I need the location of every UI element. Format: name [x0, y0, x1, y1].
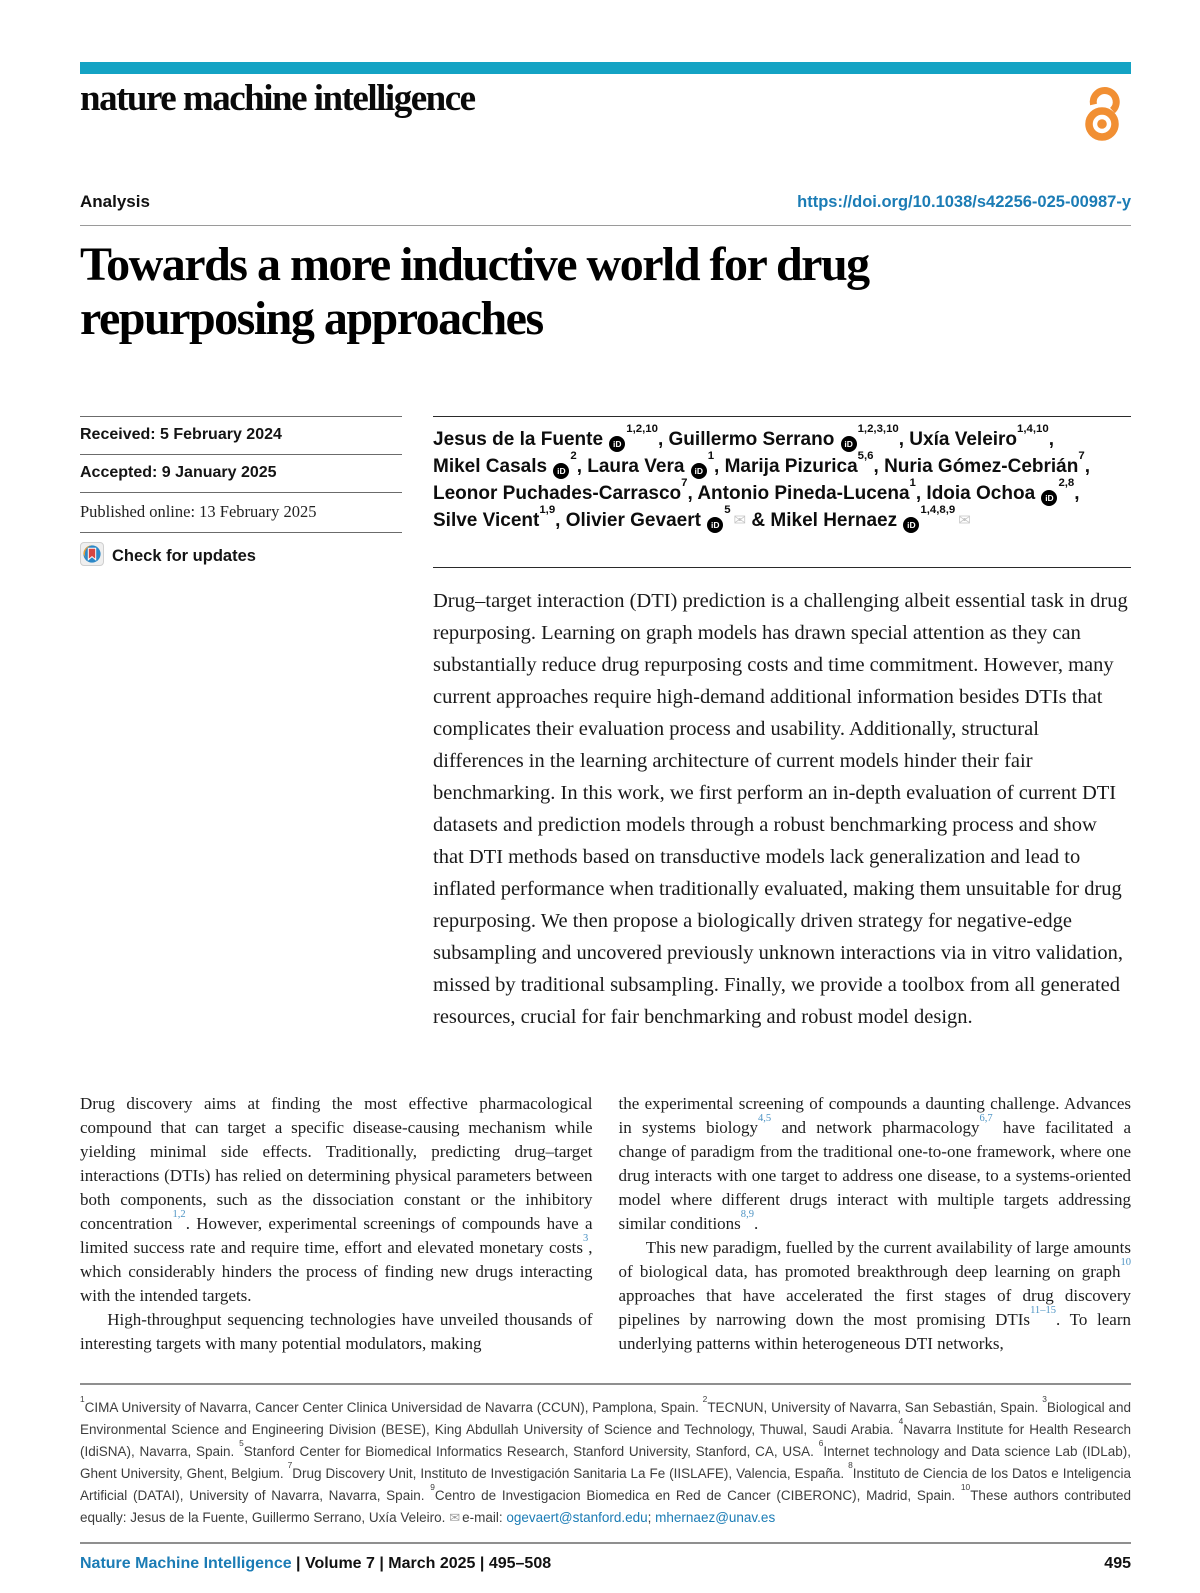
superscript: 9 [430, 1481, 435, 1492]
superscript: 1,2,3,10 [857, 423, 899, 436]
page-footer [80, 1542, 1131, 1573]
open-access-icon [1079, 83, 1125, 146]
body-paragraph: This new paradigm, fuelled by the current availability of large amounts of biological data, has promoted breakthrough deep learning on graph$^{10}$ approaches that have accelerated the first stages of drug discovery pipelines by narrowing down the most promising DTIs$^{11-15}$. To learn underlying patterns within heterogeneous DTI networks, [618, 1237, 1131, 1353]
email-link[interactable]: ogevaert@stanford.edu [506, 1509, 648, 1525]
email-link[interactable]: mhernaez@unav.es [655, 1509, 776, 1525]
article-meta-row [80, 192, 1131, 226]
journal-header [80, 79, 1131, 146]
footer-left [80, 1555, 551, 1573]
envelope-icon: ✉ [958, 511, 971, 529]
orcid-icon[interactable]: iD [707, 517, 723, 533]
superscript: 1 [909, 477, 916, 490]
reference-superscript[interactable]: 4,5 [758, 1112, 772, 1124]
superscript: 2,8 [1058, 477, 1075, 490]
footer-page-number: 495 [1104, 1554, 1131, 1572]
footer-issue-info: | Volume 7 | March 2025 | 495–508 [291, 1554, 552, 1572]
affiliations-footnotes: $^1$CIMA University of Navarra, Cancer Center Clinica Universidad de Navarra (CCUN), Pamplona, Spain. $^2$TECNUN, University of Navarra, San Sebastián, Spain. $^3$Biological and Environmental Science and Engineering Division (BESE), King Abdullah University of Science and Technology, Thuwal, Saudi Arabia. $^4$Navarra Institute for Health Research (IdiSNA), Navarra, Spain. $^5$Stanford Center for Biomedical Informatics Research, Stanford University, Stanford, CA, USA. $^6$Internet technology and Data science Lab (IDLab), Ghent University, Ghent, Belgium. $^7$Drug Discovery Unit, Instituto de Investigación Sanitaria La Fe (IISLAFE), Valencia, España. $^8$Instituto de Ciencia de los Datos e Inteligencia Artificial (DATAI), University of Navarra, Navarra, Spain. $^9$Centro de Investigacion Biomedica en Red de Cancer (CIBERONC), Madrid, Spain. $^{10}$These authors contributed equally: Jesus de la Fuente, Guillermo Serrano, Uxía Veleiro. ✉ e-mail: ogevaert@stanford.edu; mhernaez@unav.es [80, 1383, 1131, 1529]
reference-superscript[interactable]: 10 [1120, 1256, 1131, 1268]
superscript: 5,6 [857, 450, 874, 463]
superscript: 6 [818, 1437, 824, 1448]
received-date: Received: 5 February 2024 [80, 416, 402, 454]
check-for-updates-label: Check for updates [112, 546, 256, 565]
superscript: 2 [570, 450, 577, 463]
envelope-icon: ✉ [733, 511, 747, 529]
superscript: 3 [1042, 1393, 1047, 1404]
journal-name: nature machine intelligence [80, 78, 475, 119]
article-type-label: Analysis [80, 192, 150, 211]
article-title: Towards a more inductive world for drug repurposing approaches [80, 238, 869, 345]
footer-journal-link[interactable]: Nature Machine Intelligence [80, 1554, 292, 1572]
reference-superscript[interactable]: 6,7 [979, 1112, 993, 1124]
meta-author-columns [80, 416, 1131, 1033]
superscript: 7 [681, 477, 688, 490]
author-line: Silve Vicent$^{1,9}$, Olivier Gevaert $iD^5✉$ & Mikel Hernaez iD$^{1,4,8,9}$✉ [433, 507, 1131, 534]
body-right-column [619, 1092, 1132, 1356]
superscript: 5 [724, 504, 731, 517]
body-paragraph: the experimental screening of compounds a daunting challenge. Advances in systems biology$^{4,5}$ and network pharmacology$^{6,7}$ have facilitated a change of paradigm from the traditional one-to-one framework, where one drug interacts with one target to address one disease, to a systems-oriented model where different drugs interact with multiple targets addressing similar conditions$^{8,9}$. [618, 1093, 1131, 1233]
author-line: Mikel Casals $iD^2$, Laura Vera $iD^1$, Marija Pizurica$^{5,6}$, Nuria Gómez-Cebrián$^7$, [433, 453, 1131, 480]
superscript: 1,9 [539, 504, 556, 517]
check-for-updates[interactable] [80, 532, 402, 571]
orcid-icon[interactable]: iD [691, 463, 707, 479]
author-list [433, 423, 1131, 534]
author-line: Leonor Puchades-Carrasco$^7$, Antonio Pineda-Lucena$^1$, Idoia Ochoa iD$^{2,8}$, [433, 480, 1131, 507]
published-date: Published online: 13 February 2025 [80, 492, 402, 532]
orcid-icon[interactable]: iD [1041, 490, 1057, 506]
body-text [80, 1092, 1131, 1356]
superscript: 5 [239, 1437, 244, 1448]
dates-column [80, 416, 402, 1033]
superscript: 1 [707, 450, 715, 463]
orcid-icon[interactable]: iD [841, 436, 857, 452]
reference-superscript[interactable]: 1,2 [172, 1208, 186, 1220]
orcid-icon[interactable]: iD [903, 517, 919, 533]
superscript: 4 [898, 1415, 904, 1426]
accepted-date: Accepted: 9 January 2025 [80, 454, 402, 492]
journal-brand-bar [80, 62, 1131, 74]
body-paragraph: Drug discovery aims at finding the most effective pharmacological compound that can target a specific disease-causing mechanism while yielding minimal side effects. Traditionally, predicting drug–target interactions (DTIs) has relied on determining physical parameters between both components, such as the dissociation constant or the inhibitory concentration$^{1,2}$. However, experimental screenings of compounds have a limited success rate and require time, effort and elevated monetary costs$^3$, which considerably hinders the process of finding new drugs interacting with the intended targets. [80, 1093, 593, 1305]
superscript: 1,2,10 [626, 423, 658, 436]
reference-superscript[interactable]: 3 [582, 1232, 589, 1244]
author-block [433, 416, 1131, 1033]
doi-link[interactable]: https://doi.org/10.1038/s42256-025-00987-y [797, 193, 1131, 211]
superscript: 10 [960, 1481, 971, 1492]
crossmark-icon [80, 542, 104, 571]
orcid-icon[interactable]: iD [553, 463, 569, 479]
orcid-icon[interactable]: iD [609, 436, 625, 452]
abstract: Drug–target interaction (DTI) prediction is a challenging albeit essential task in drug repurposing. Learning on graph models has drawn special attention as they can substantially reduce drug repurposing costs and time commitment. However, many current approaches require high-demand additional information besides DTIs that complicates their evaluation process and usability. Additionally, structural differences in the learning architecture of current models hinder their fair benchmarking. In this work, we first perform an in-depth evaluation of current DTI datasets and prediction models through a robust benchmarking process and show that DTI methods based on transductive models lack generalization and lead to inflated performance when traditionally evaluated, making them unsuitable for drug repurposing. We then propose a biologically driven strategy for negative-edge subsampling and uncovered previously unknown interactions via in vitro validation, missed by traditional subsampling. Finally, we provide a toolbox from all generated resources, crucial for fair benchmarking and robust model design. [433, 567, 1131, 1033]
superscript: 1,4,10 [1017, 423, 1049, 436]
envelope-icon: ✉ [449, 1509, 461, 1525]
superscript: 2 [702, 1393, 708, 1404]
superscript: 8 [848, 1459, 853, 1470]
body-paragraph: High-throughput sequencing technologies have unveiled thousands of interesting targets with many potential modulators, making [80, 1309, 593, 1353]
superscript: 7 [1078, 450, 1085, 463]
reference-superscript[interactable]: 8,9 [740, 1208, 754, 1220]
superscript: 7 [287, 1459, 293, 1470]
body-left-column [80, 1092, 593, 1356]
superscript: 1 [80, 1393, 85, 1404]
reference-superscript[interactable]: 11–15 [1030, 1304, 1056, 1316]
author-line: Jesus de la Fuente iD$^{1,2,10}$, Guillermo Serrano iD$^{1,2,3,10}$, Uxía Veleiro$^{1,4,10}$, [433, 426, 1131, 453]
superscript: 1,4,8,9 [920, 504, 956, 517]
